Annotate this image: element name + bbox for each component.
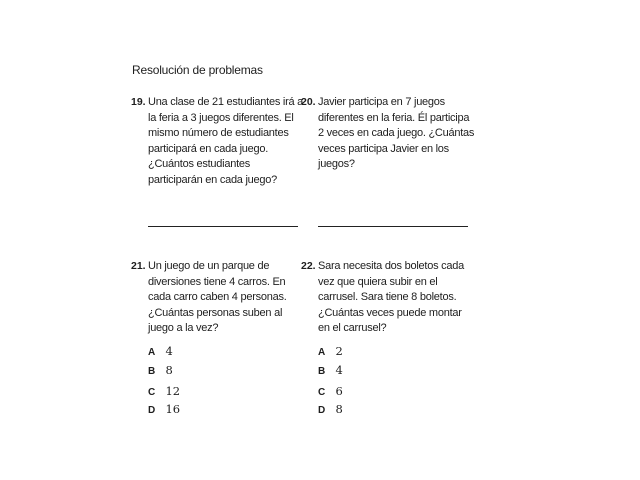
problem-text: Un juego de un parque de diversiones tiene 4 carros. En cada carro caben 4 personas. ¿Cuántas personas suben al juego a la vez?: [148, 260, 287, 334]
choice-22-a[interactable]: [318, 342, 343, 358]
choice-21-c[interactable]: [148, 382, 180, 398]
answer-line-20[interactable]: [318, 226, 468, 227]
problem-text: Sara necesita dos boletos cada vez que quiera subir en el carrusel. Sara tiene 8 boletos. ¿Cuántas veces puede montar en el carrusel?: [318, 260, 464, 334]
problem-text: Javier participa en 7 juegos diferentes en la feria. Él participa 2 veces en cada juego. ¿Cuántas veces participa Javier en los juegos?: [318, 96, 475, 170]
choice-22-c[interactable]: [318, 382, 343, 398]
problem-number: 20.: [301, 96, 316, 108]
choice-value: 4: [165, 344, 173, 358]
choice-letter: B: [318, 366, 326, 377]
choice-letter: B: [148, 366, 156, 377]
choice-21-d[interactable]: [148, 400, 180, 416]
choice-22-b[interactable]: [318, 361, 343, 377]
section-title: Resolución de problemas: [132, 63, 263, 77]
choice-value: 6: [335, 384, 343, 398]
choice-letter: C: [318, 387, 326, 398]
problem-number: 19.: [131, 96, 146, 108]
problem-number: 22.: [301, 260, 316, 272]
choice-value: 16: [165, 402, 181, 416]
choice-letter: D: [148, 405, 156, 416]
answer-line-19[interactable]: [148, 226, 298, 227]
problem-number: 21.: [131, 260, 146, 272]
choice-value: 4: [335, 363, 343, 377]
problem-text: Una clase de 21 estudiantes irá a la feria a 3 juegos diferentes. El mismo número de estudiantes participará en cada juego. ¿Cuántos estudiantes participarán en cada juego?: [148, 96, 304, 186]
choice-22-d[interactable]: [318, 400, 343, 416]
choice-21-a[interactable]: [148, 342, 173, 358]
choice-value: 12: [165, 384, 181, 398]
choice-letter: A: [148, 347, 156, 358]
choice-value: 2: [335, 344, 343, 358]
choice-letter: C: [148, 387, 156, 398]
choice-value: 8: [165, 363, 173, 377]
choice-letter: D: [318, 405, 326, 416]
choice-letter: A: [318, 347, 326, 358]
choice-21-b[interactable]: [148, 361, 173, 377]
choice-value: 8: [335, 402, 343, 416]
